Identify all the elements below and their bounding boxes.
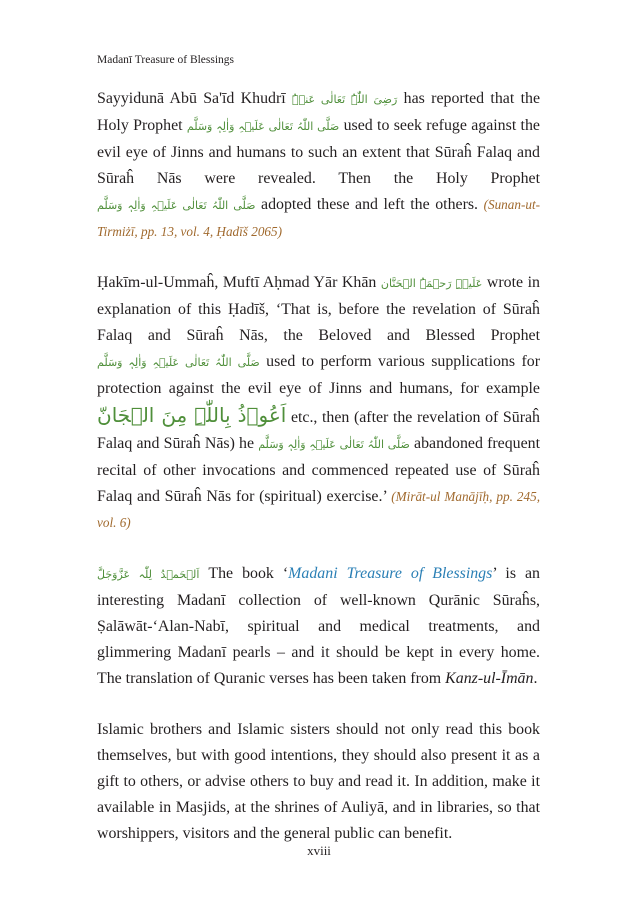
p2-text-3: used to perform various supplications for protection against the evil eye of Jinns and humans, for example: [97, 353, 540, 397]
citation-tirmizi: (Sunan-ut-Tirmiżī, pp. 13, vol. 4, Ḥadīš 2065): [97, 197, 540, 239]
p3-text-1: The book ‘: [199, 565, 289, 582]
arabic-salla-honorific: صَلَّی اللّٰہُ تَعَالٰی عَلَیۡہِ وَاٰلِہٖ وَسَلَّم: [97, 356, 260, 369]
p1-text-3: used to seek refuge against the evil eye of Jinns and humans to such an extent that Sūraĥ Falaq and Sūraĥ Nās were revealed. Then the Holy Prophet: [97, 117, 540, 187]
p2-text-2: wrote in explanation of this Ḥadīš, ‘That is, before the revelation of Sūraĥ Falaq and Sūraĥ Nās, the Beloved and Blessed Prophet: [97, 274, 540, 344]
p1-text-1: Sayyidunā Abū Sa'īd Khudrī: [97, 90, 292, 107]
paragraph-1: [97, 86, 540, 245]
arabic-salla-honorific: صَلَّی اللّٰہُ تَعَالٰی عَلَیۡہِ وَاٰلِہٖ وَسَلَّم: [258, 438, 410, 451]
p2-text-5: abandoned frequent recital of other invocations and commenced repeated use of Sūraĥ Falaq and Sūraĥ Nās for (spiritual) exercise.’: [97, 435, 541, 505]
arabic-salla-honorific: صَلَّی اللّٰہُ تَعَالٰی عَلَیۡہِ وَاٰلِہٖ وَسَلَّم: [186, 120, 340, 133]
kanz-ul-iman-title: Kanz-ul-Īmān: [445, 670, 534, 687]
p3-text-2: ’ is an interesting Madanī collection of well-known Qurānic Sūraĥs, Ṣalāwāt-‘Alan-Nabī, spiritual and medical treatments, and glimmering Madanī pearls – and it should be kept in every home. The translation of Quranic verses has been taken from: [97, 565, 541, 687]
paragraph-2: [97, 270, 540, 536]
paragraph-3: [97, 561, 540, 692]
running-head: Madanī Treasure of Blessings: [97, 54, 235, 66]
arabic-alayhir-rahmah-honorific: عَلَیۡہِ رَحۡمَۃُ الۡحَنَّان: [380, 277, 483, 290]
arabic-radiya-honorific: رَضِیَ اللّٰہُ تَعَالٰی عَنۡہُ: [292, 93, 398, 106]
citation-mirat: (Mirāt-ul Manājīḥ, pp. 245, vol. 6): [97, 489, 540, 530]
arabic-salla-honorific: صَلَّی اللّٰہُ تَعَالٰی عَلَیۡہِ وَاٰلِہٖ وَسَلَّم: [97, 199, 256, 212]
p1-text-4: adopted these and left the others.: [255, 196, 484, 213]
arabic-alhamdulillah: اَلۡحَمۡدُ لِلّٰہ عَزَّوَجَلَّ: [97, 568, 200, 581]
p2-text-1: Ḥakīm-ul-Ummaĥ, Muftī Aḥmad Yār Khān: [97, 274, 381, 291]
p2-text-4: etc., then (after the revelation of Sūraĥ Falaq and Sūraĥ Nās) he: [97, 409, 540, 452]
paragraph-4: Islamic brothers and Islamic sisters should not only read this book themselves, but with good intentions, they should also present it as a gift to others, or advise others to buy and read it. In addition, make it available in Masjids, at the shrines of Auliyā, and in libraries, so that worshippers, visitors and the general public can benefit.: [97, 721, 540, 842]
p1-text-2: has reported that the Holy Prophet: [97, 90, 540, 134]
page-number: xviii: [307, 843, 331, 858]
p3-text-3: .: [533, 670, 538, 687]
page-body: [97, 86, 540, 872]
arabic-audhu-phrase: اَعُوۡذُ بِاللّٰہِ مِنَ الۡجَانّ: [97, 403, 287, 427]
book-title: Madani Treasure of Blessings: [288, 565, 493, 582]
